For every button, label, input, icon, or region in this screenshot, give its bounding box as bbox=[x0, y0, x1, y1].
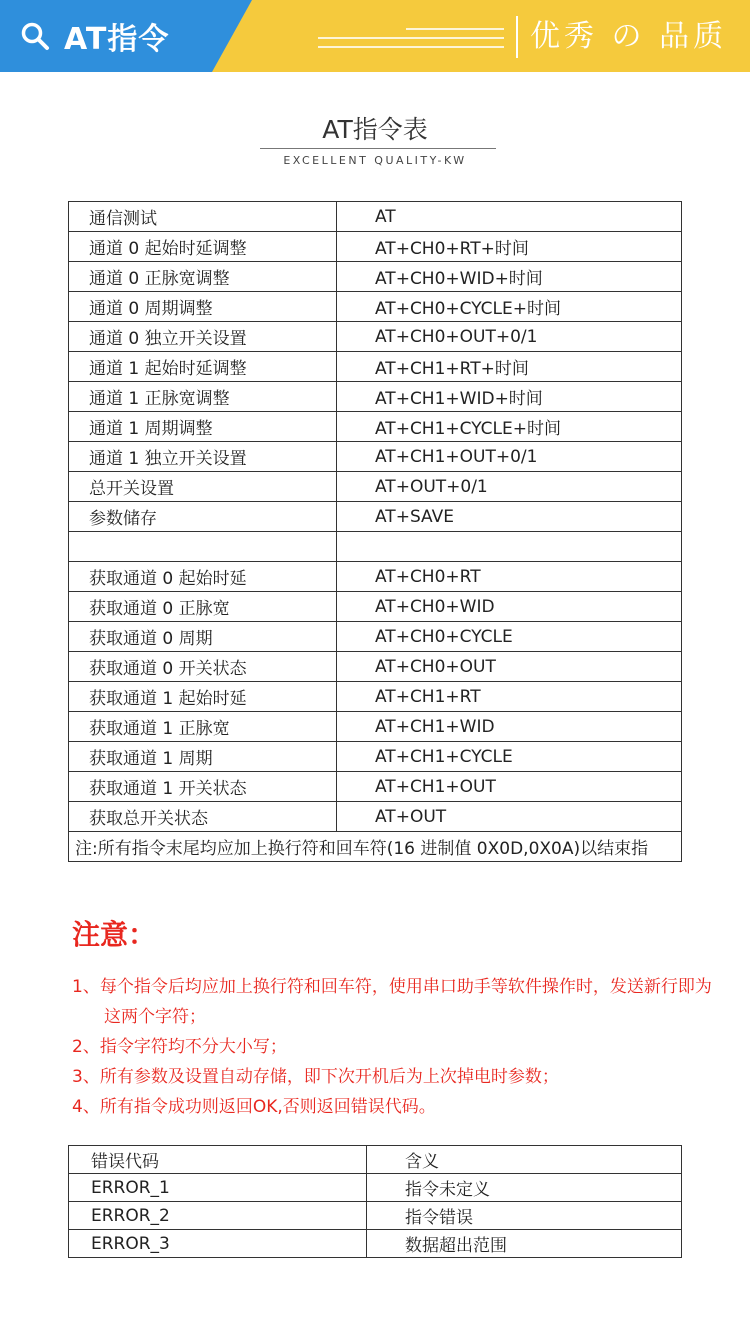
title-underline bbox=[260, 148, 496, 149]
error-code-table-body bbox=[69, 1146, 682, 1258]
command-name-cell: 通道 0 独立开关设置 bbox=[69, 322, 337, 352]
table-row bbox=[69, 442, 682, 472]
command-syntax-cell: AT+OUT+0/1 bbox=[337, 472, 682, 502]
error-meaning-cell: 数据超出范围 bbox=[367, 1230, 682, 1258]
command-name-cell: 获取通道 0 开关状态 bbox=[69, 652, 337, 682]
table-row bbox=[69, 1202, 682, 1230]
table-row bbox=[69, 652, 682, 682]
command-name-cell: 总开关设置 bbox=[69, 472, 337, 502]
error-header-code: 错误代码 bbox=[69, 1146, 367, 1174]
command-syntax-cell: AT+CH1+OUT bbox=[337, 772, 682, 802]
notice-item: 3、所有参数及设置自动存储，即下次开机后为上次掉电时参数； bbox=[72, 1067, 559, 1087]
command-syntax-cell: AT+CH0+OUT+0/1 bbox=[337, 322, 682, 352]
command-name-cell bbox=[69, 532, 337, 562]
error-code-table bbox=[68, 1145, 682, 1258]
table-row bbox=[69, 202, 682, 232]
command-syntax-cell: AT+CH0+CYCLE+时间 bbox=[337, 292, 682, 322]
table-row bbox=[69, 1174, 682, 1202]
at-command-table-body bbox=[69, 202, 682, 862]
table-row bbox=[69, 562, 682, 592]
error-code-cell: ERROR_2 bbox=[69, 1202, 367, 1230]
notice-item: 1、每个指令后均应加上换行符和回车符，使用串口助手等软件操作时，发送新行即为这两个字符； bbox=[72, 977, 712, 1027]
banner-decorative-lines bbox=[318, 28, 504, 55]
command-name-cell: 获取通道 1 开关状态 bbox=[69, 772, 337, 802]
command-name-cell: 通道 1 正脉宽调整 bbox=[69, 382, 337, 412]
table-row bbox=[69, 412, 682, 442]
table-row bbox=[69, 1230, 682, 1258]
command-name-cell: 通道 0 周期调整 bbox=[69, 292, 337, 322]
table-row bbox=[69, 502, 682, 532]
table-note: 注:所有指令末尾均应加上换行符和回车符(16 进制值 0X0D,0X0A)以结束指 bbox=[69, 832, 682, 862]
notice-item: 4、所有指令成功则返回OK,否则返回错误代码。 bbox=[72, 1097, 436, 1117]
error-header-meaning: 含义 bbox=[367, 1146, 682, 1174]
banner-slogan: 优秀 の 品质 bbox=[530, 19, 728, 54]
command-syntax-cell: AT+OUT bbox=[337, 802, 682, 832]
command-name-cell: 获取通道 0 周期 bbox=[69, 622, 337, 652]
error-meaning-cell: 指令未定义 bbox=[367, 1174, 682, 1202]
table-row bbox=[69, 772, 682, 802]
search-icon bbox=[20, 21, 50, 51]
table-note-row bbox=[69, 832, 682, 862]
command-name-cell: 通道 1 周期调整 bbox=[69, 412, 337, 442]
table-row bbox=[69, 802, 682, 832]
notice-item: 2、指令字符均不分大小写； bbox=[72, 1037, 287, 1057]
page-subtitle: EXCELLENT QUALITY-KW bbox=[283, 154, 467, 167]
command-syntax-cell: AT+CH0+RT bbox=[337, 562, 682, 592]
command-name-cell: 获取通道 0 起始时延 bbox=[69, 562, 337, 592]
command-name-cell: 通道 1 独立开关设置 bbox=[69, 442, 337, 472]
banner-title: AT指令 bbox=[64, 22, 170, 57]
command-syntax-cell: AT+CH1+CYCLE bbox=[337, 742, 682, 772]
command-name-cell: 获取通道 0 正脉宽 bbox=[69, 592, 337, 622]
table-row bbox=[69, 622, 682, 652]
table-row bbox=[69, 592, 682, 622]
command-syntax-cell: AT+CH0+CYCLE bbox=[337, 622, 682, 652]
error-code-cell: ERROR_3 bbox=[69, 1230, 367, 1258]
table-row bbox=[69, 472, 682, 502]
command-name-cell: 获取通道 1 正脉宽 bbox=[69, 712, 337, 742]
table-row bbox=[69, 262, 682, 292]
table-row bbox=[69, 382, 682, 412]
command-syntax-cell: AT+CH1+WID+时间 bbox=[337, 382, 682, 412]
command-syntax-cell: AT+CH1+WID bbox=[337, 712, 682, 742]
command-syntax-cell: AT+CH1+CYCLE+时间 bbox=[337, 412, 682, 442]
top-banner bbox=[0, 0, 750, 72]
command-syntax-cell: AT+SAVE bbox=[337, 502, 682, 532]
command-syntax-cell: AT+CH1+OUT+0/1 bbox=[337, 442, 682, 472]
banner-title-group bbox=[20, 12, 169, 60]
notice-list bbox=[72, 972, 712, 1122]
command-syntax-cell: AT+CH1+RT+时间 bbox=[337, 352, 682, 382]
command-name-cell: 获取通道 1 起始时延 bbox=[69, 682, 337, 712]
command-syntax-cell: AT+CH0+OUT bbox=[337, 652, 682, 682]
page-title: AT指令表 bbox=[322, 115, 428, 144]
command-syntax-cell: AT+CH1+RT bbox=[337, 682, 682, 712]
table-row bbox=[69, 352, 682, 382]
notice-title: 注意： bbox=[72, 918, 157, 951]
command-name-cell: 参数储存 bbox=[69, 502, 337, 532]
command-syntax-cell: AT bbox=[337, 202, 682, 232]
command-syntax-cell: AT+CH0+WID+时间 bbox=[337, 262, 682, 292]
table-row bbox=[69, 712, 682, 742]
table-row bbox=[69, 322, 682, 352]
command-name-cell: 获取通道 1 周期 bbox=[69, 742, 337, 772]
error-code-cell: ERROR_1 bbox=[69, 1174, 367, 1202]
error-table-header-row bbox=[69, 1146, 682, 1174]
table-row bbox=[69, 292, 682, 322]
command-name-cell: 通道 0 起始时延调整 bbox=[69, 232, 337, 262]
command-syntax-cell bbox=[337, 532, 682, 562]
command-name-cell: 获取总开关状态 bbox=[69, 802, 337, 832]
command-name-cell: 通信测试 bbox=[69, 202, 337, 232]
command-syntax-cell: AT+CH0+RT+时间 bbox=[337, 232, 682, 262]
banner-divider bbox=[516, 16, 518, 58]
command-name-cell: 通道 1 起始时延调整 bbox=[69, 352, 337, 382]
command-name-cell: 通道 0 正脉宽调整 bbox=[69, 262, 337, 292]
table-row bbox=[69, 532, 682, 562]
table-row bbox=[69, 742, 682, 772]
command-syntax-cell: AT+CH0+WID bbox=[337, 592, 682, 622]
table-row bbox=[69, 232, 682, 262]
table-row bbox=[69, 682, 682, 712]
at-command-table bbox=[68, 201, 682, 862]
error-meaning-cell: 指令错误 bbox=[367, 1202, 682, 1230]
